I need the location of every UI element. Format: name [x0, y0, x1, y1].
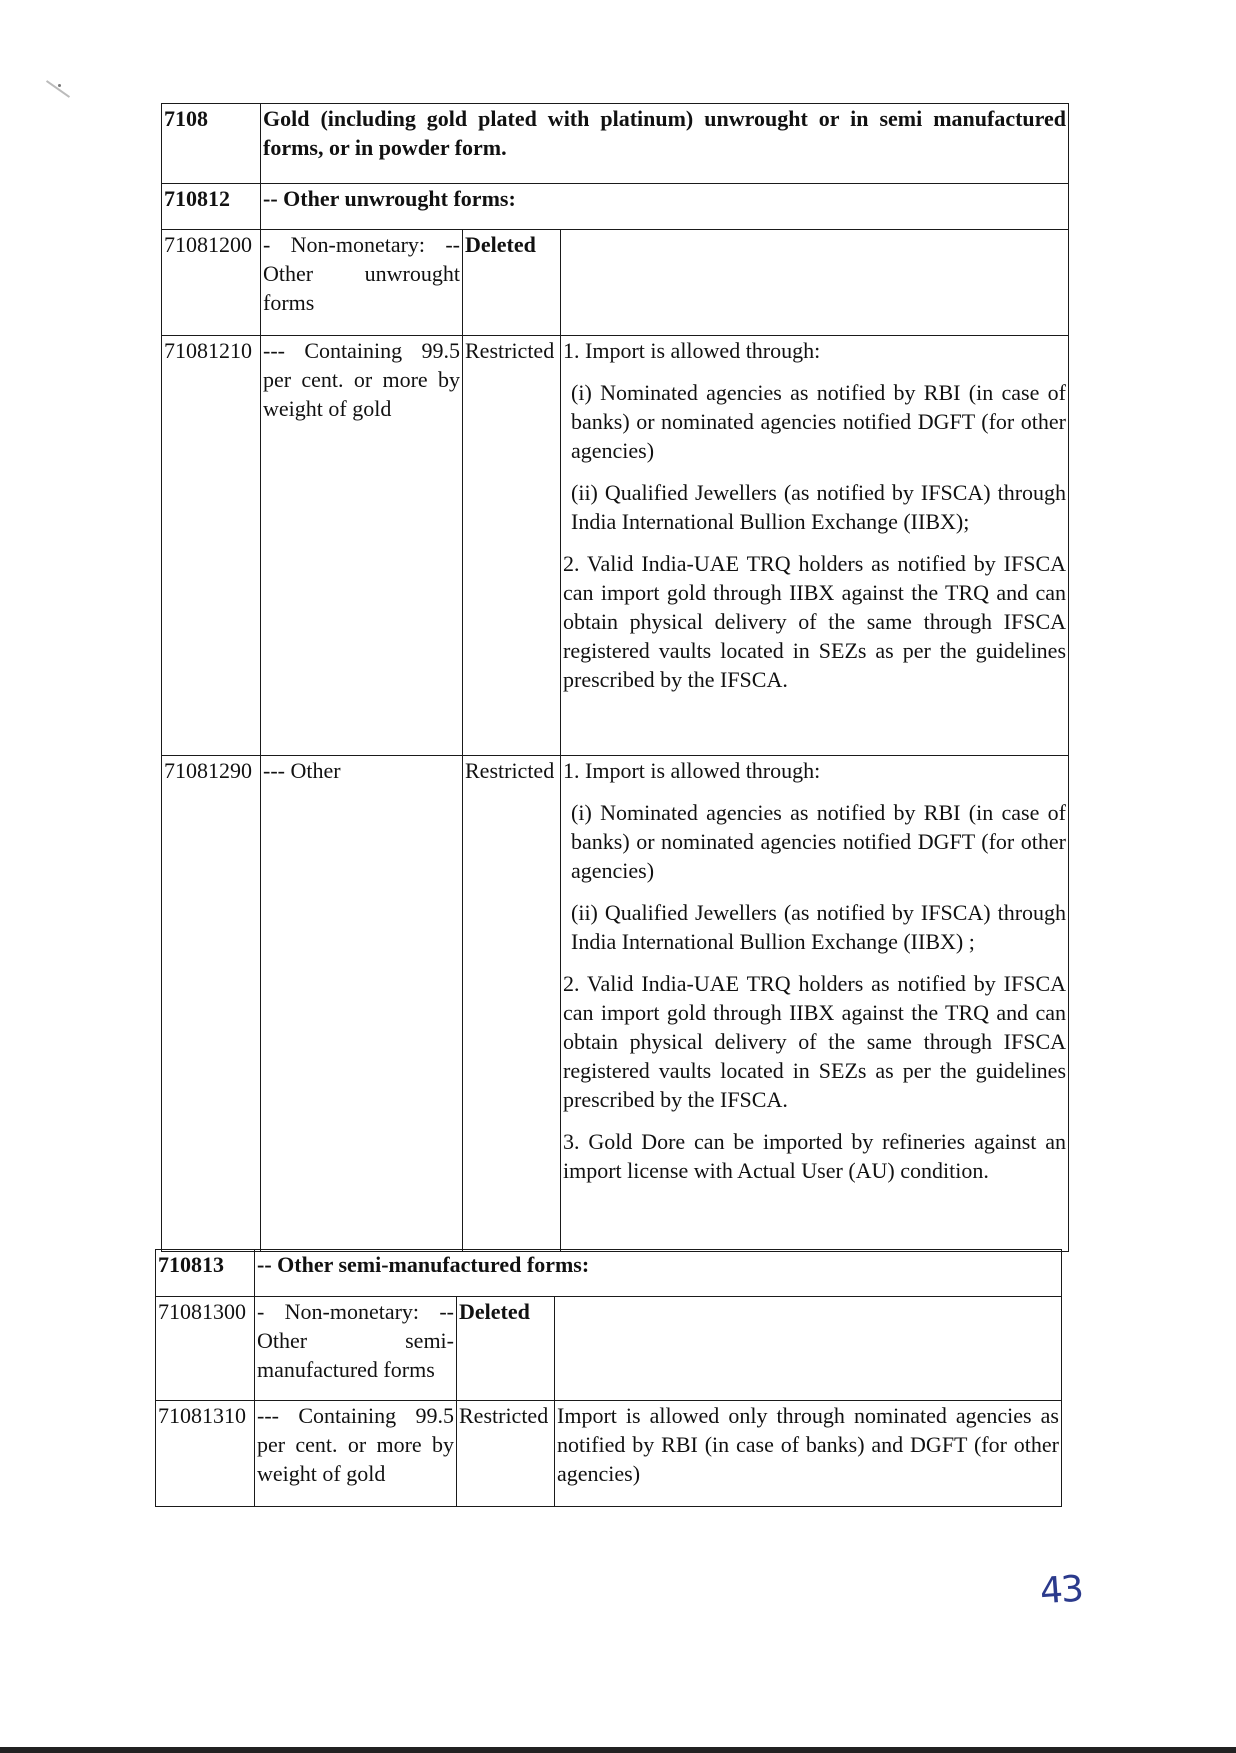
itc-hs-table-lower [155, 1249, 1062, 1507]
policy-cell: Restricted [457, 1401, 555, 1507]
scan-dot [58, 84, 61, 87]
condition-paragraph: 3. Gold Dore can be imported by refineries against an import license with Actual User (AU) condition. [563, 1129, 1067, 1183]
itc-hs-table-upper [161, 103, 1069, 1252]
condition-paragraph: Import is allowed only through nominated agencies as notified by RBI (in case of banks) and DGFT (for other agencies) [557, 1403, 1059, 1486]
table-row-71081210 [162, 336, 1069, 756]
scan-bottom-edge [0, 1747, 1236, 1753]
heading-row-710812 [162, 184, 1069, 230]
description-cell: --- Containing 99.5 per cent. or more by weight of gold [261, 336, 463, 756]
condition-paragraph: 2. Valid India-UAE TRQ holders as notified by IFSCA can import gold through IIBX against the TRQ and can obtain physical delivery of the same through IFSCA registered vaults located in SEZs as per the guidelines prescribed by the IFSCA. [563, 551, 1067, 692]
conditions-cell [561, 336, 1069, 756]
code-cell: 710812 [162, 184, 261, 230]
table-row-71081200 [162, 230, 1069, 336]
table-row-71081290 [162, 756, 1069, 1252]
policy-cell: Restricted [463, 336, 561, 756]
code-cell: 71081290 [162, 756, 261, 1252]
conditions-cell [555, 1401, 1062, 1507]
condition-paragraph: 1. Import is allowed through: [563, 758, 821, 783]
table-row-71081300 [156, 1297, 1062, 1401]
condition-paragraph: (ii) Qualified Jewellers (as notified by IFSCA) through India International Bullion Exchange (IIBX) ; [571, 900, 1067, 954]
code-cell: 71081300 [156, 1297, 255, 1401]
description-cell: --- Containing 99.5 per cent. or more by weight of gold [255, 1401, 457, 1507]
table-row-71081310 [156, 1401, 1062, 1507]
conditions-cell [561, 230, 1069, 336]
code-cell: 71081210 [162, 336, 261, 756]
policy-cell: Deleted [463, 230, 561, 336]
description-cell: - Non-monetary: -- Other semi-manufactured forms [255, 1297, 457, 1401]
policy-cell: Restricted [463, 756, 561, 1252]
code-cell: 710813 [156, 1250, 255, 1297]
description-cell: - Non-monetary: -- Other unwrought forms [261, 230, 463, 336]
description-cell: --- Other [261, 756, 463, 1252]
heading-cell: Gold (including gold plated with platinum) unwrought or in semi manufactured forms, or in powder form. [261, 104, 1069, 184]
heading-row-710813 [156, 1250, 1062, 1297]
heading-cell: -- Other semi-manufactured forms: [255, 1250, 1062, 1297]
condition-paragraph: 1. Import is allowed through: [563, 338, 821, 363]
handwritten-page-number: 43 [1038, 1568, 1084, 1613]
scan-mark [46, 80, 70, 98]
condition-paragraph: (ii) Qualified Jewellers (as notified by IFSCA) through India International Bullion Exchange (IIBX); [571, 480, 1067, 534]
heading-row-7108 [162, 104, 1069, 184]
conditions-cell [561, 756, 1069, 1252]
condition-paragraph: (i) Nominated agencies as notified by RBI (in case of banks) or nominated agencies notified DGFT (for other agencies) [571, 380, 1067, 463]
condition-paragraph: (i) Nominated agencies as notified by RBI (in case of banks) or nominated agencies notified DGFT (for other agencies) [571, 800, 1067, 883]
code-cell: 71081200 [162, 230, 261, 336]
heading-cell: -- Other unwrought forms: [261, 184, 1069, 230]
condition-paragraph: 2. Valid India-UAE TRQ holders as notified by IFSCA can import gold through IIBX against the TRQ and can obtain physical delivery of the same through IFSCA registered vaults located in SEZs as per the guidelines prescribed by the IFSCA. [563, 971, 1067, 1112]
conditions-cell [555, 1297, 1062, 1401]
policy-cell: Deleted [457, 1297, 555, 1401]
code-cell: 7108 [162, 104, 261, 184]
code-cell: 71081310 [156, 1401, 255, 1507]
